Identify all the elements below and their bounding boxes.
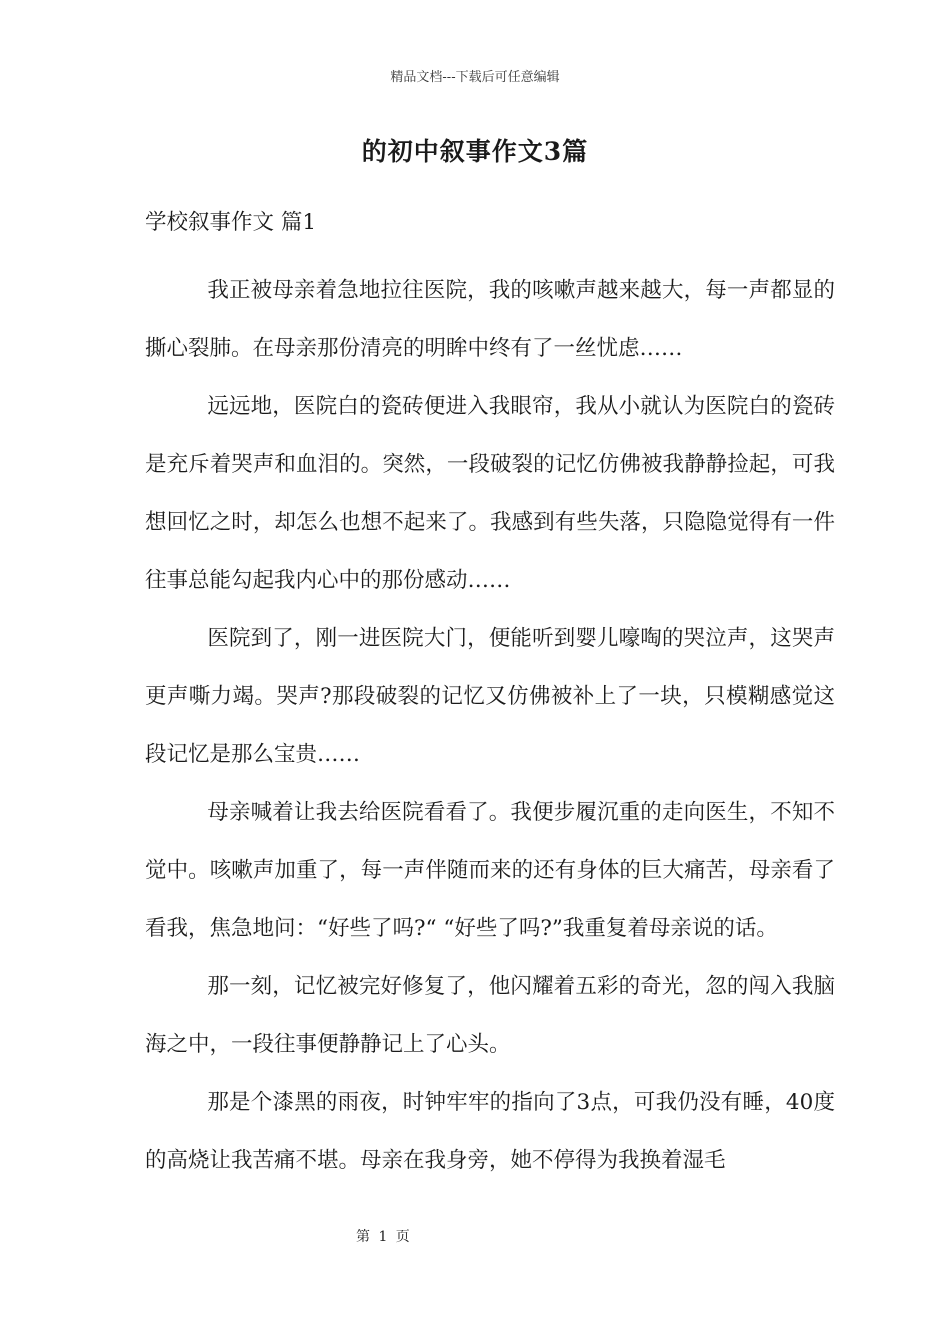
paragraph: 远远地，医院白的瓷砖便进入我眼帘，我从小就认为医院白的瓷砖是充斥着哭声和血泪的。突然，一段破裂的记忆仿佛被我静静捡起，可我想回忆之时，却怎么也想不起来了。我感到有些失落，只隐隐觉得有一件往事总能勾起我内心中的那份感动…… (145, 394, 835, 593)
document-title: 的初中叙事作文3篇 (361, 137, 589, 166)
document-body (145, 204, 835, 1190)
header-note: 精品文档---下载后可任意编辑 (390, 70, 560, 85)
page-number: 第 1 页 (356, 1229, 410, 1245)
paragraph: 医院到了，刚一进医院大门，便能听到婴儿嚎啕的哭泣声，这哭声更声嘶力竭。哭声?那段破裂的记忆又仿佛被补上了一块，只模糊感觉这段记忆是那么宝贵…… (145, 626, 835, 767)
paragraph: 我正被母亲着急地拉往医院，我的咳嗽声越来越大，每一声都显的撕心裂肺。在母亲那份清亮的明眸中终有了一丝忧虑…… (145, 278, 835, 361)
paragraph: 那一刻，记忆被完好修复了，他闪耀着五彩的奇光，忽的闯入我脑海之中，一段往事便静静记上了心头。 (145, 974, 835, 1057)
paragraph: 那是个漆黑的雨夜，时钟牢牢的指向了3点，可我仍没有睡，40度的高烧让我苦痛不堪。母亲在我身旁，她不停得为我换着湿毛 (145, 1090, 835, 1173)
section-heading: 学校叙事作文 篇1 (145, 210, 317, 235)
paragraph: 母亲喊着让我去给医院看看了。我便步履沉重的走向医生，不知不觉中。咳嗽声加重了，每一声伴随而来的还有身体的巨大痛苦，母亲看了看我，焦急地问：“好些了吗?“ “好些了吗?”我重复着母亲说的话。 (145, 800, 835, 941)
